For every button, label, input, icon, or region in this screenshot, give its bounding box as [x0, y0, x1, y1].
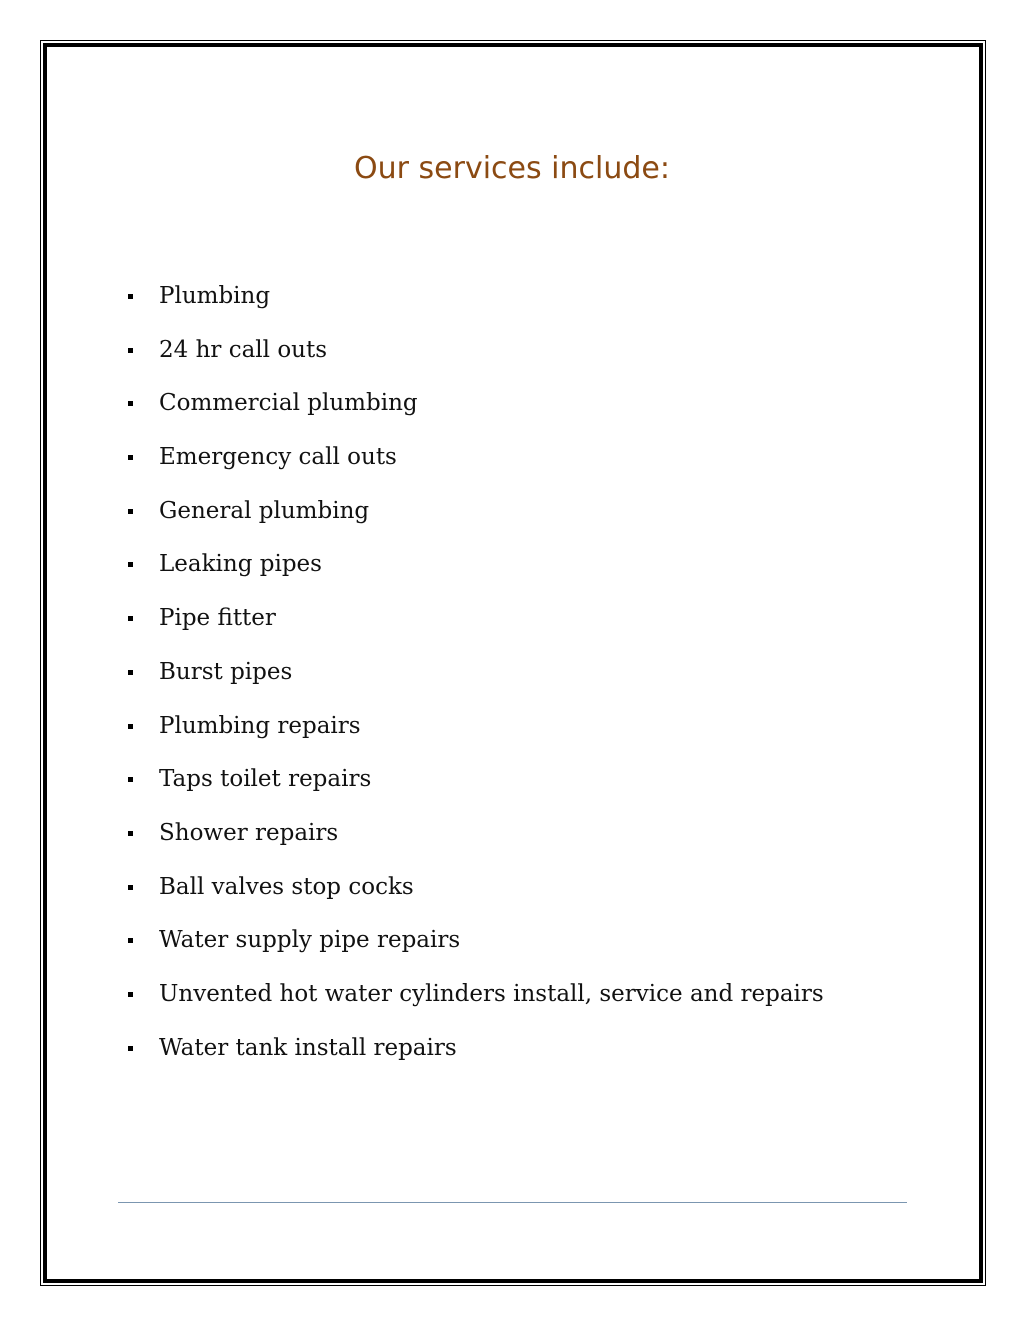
square-bullet-icon: [128, 885, 133, 890]
list-item: [0, 1030, 1024, 1084]
square-bullet-icon: [128, 992, 133, 997]
square-bullet-icon: [128, 348, 133, 353]
square-bullet-icon: [128, 401, 133, 406]
service-label: General plumbing: [159, 497, 370, 524]
footer-divider: [118, 1202, 907, 1203]
list-item: [0, 869, 1024, 923]
square-bullet-icon: [128, 831, 133, 836]
square-bullet-icon: [128, 616, 133, 621]
square-bullet-icon: [128, 562, 133, 567]
list-item: [0, 976, 1024, 1030]
list-item: [0, 654, 1024, 708]
square-bullet-icon: [128, 777, 133, 782]
service-label: Plumbing: [159, 283, 271, 309]
square-bullet-icon: [128, 670, 133, 675]
list-item: [0, 278, 1024, 332]
list-item: [0, 493, 1024, 547]
service-label: 24 hr call outs: [159, 336, 328, 363]
page-title: Our services include:: [354, 151, 670, 186]
service-label: Shower repairs: [159, 819, 339, 846]
square-bullet-icon: [128, 294, 133, 299]
list-item: [0, 439, 1024, 493]
service-label: Burst pipes: [159, 658, 293, 685]
service-label: Water tank install repairs: [159, 1034, 457, 1061]
square-bullet-icon: [128, 938, 133, 943]
square-bullet-icon: [128, 509, 133, 514]
service-label: Water supply pipe repairs: [159, 927, 461, 954]
list-item: [0, 546, 1024, 600]
list-item: [0, 815, 1024, 869]
list-item: [0, 922, 1024, 976]
service-label: Commercial plumbing: [159, 390, 418, 417]
list-item: [0, 385, 1024, 439]
service-label: Taps toilet repairs: [159, 766, 372, 793]
service-label: Pipe fitter: [159, 605, 276, 632]
services-list: [0, 278, 1024, 1083]
list-item: [0, 332, 1024, 386]
list-item: [0, 708, 1024, 762]
square-bullet-icon: [128, 724, 133, 729]
square-bullet-icon: [128, 1046, 133, 1051]
service-label: Leaking pipes: [159, 551, 322, 578]
service-label: Plumbing repairs: [159, 712, 361, 739]
square-bullet-icon: [128, 455, 133, 460]
list-item: [0, 761, 1024, 815]
service-label: Ball valves stop cocks: [159, 873, 414, 900]
service-label: Emergency call outs: [159, 444, 397, 471]
list-item: [0, 600, 1024, 654]
service-label: Unvented hot water cylinders install, service and repairs: [159, 980, 824, 1007]
